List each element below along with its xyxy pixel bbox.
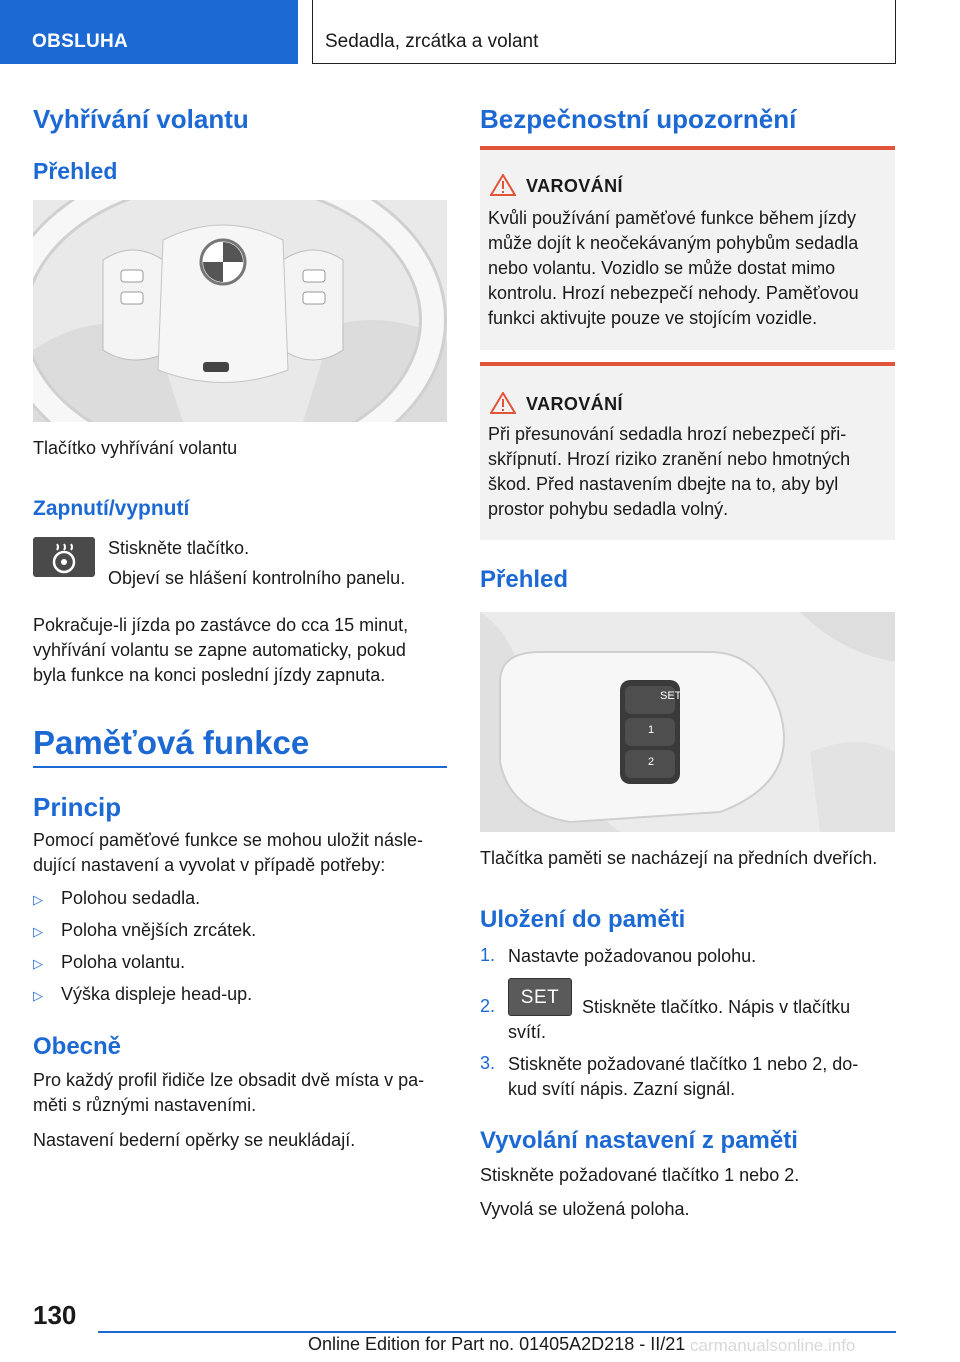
door-button-set-label: SET (660, 690, 682, 702)
heading-safety: Bezpečnostní upozornění (480, 104, 797, 134)
watermark: carmanualsonline.info (690, 1336, 856, 1355)
footer-edition: Online Edition for Part no. 01405A2D218 - II/21 (308, 1334, 686, 1354)
general-line-1: Pro každý profil řidiče lze obsadit dvě místa v pa- (33, 1070, 425, 1090)
recall-line-2: Vyvolá se uložená poloha. (480, 1199, 690, 1219)
steering-wheel-illustration (33, 200, 447, 422)
warning-title-2: VAROVÁNÍ (526, 394, 623, 414)
step-3-text-a: Stiskněte požadované tlačítko 1 nebo 2, do- (508, 1054, 859, 1074)
section-label: OBSLUHA (32, 31, 129, 52)
triangle-bullet-icon: ▷ (33, 892, 43, 907)
principle-line-2: dující nastavení a vyvolat v případě potřeby: (33, 855, 386, 875)
heading-overview-right: Přehled (480, 566, 569, 593)
general-line-3: Nastavení bederní opěrky se neukládají. (33, 1130, 356, 1150)
set-button-label: SET (520, 987, 560, 1008)
warning-triangle-icon (490, 174, 516, 196)
section-tab (0, 0, 298, 64)
onoff-text-1: Stiskněte tlačítko. (108, 538, 250, 558)
chapter-header (312, 0, 896, 64)
triangle-bullet-icon: ▷ (33, 988, 43, 1003)
step-number-1: 1. (480, 945, 496, 965)
warning-text-2: Při přesunování sedadla hrozí nebezpečí při- skřípnutí. Hrozí riziko zranění nebo hmotných škod. Před nastavením dbejte na to, aby byl prostor pohybu sedadla volný. (488, 424, 851, 519)
chapter-title: Sedadla, zrcátka a volant (325, 31, 539, 52)
heading-steering-heating: Vyhřívání volantu (33, 104, 249, 134)
caption-door: Tlačítka paměti se nacházejí na předních dveřích. (480, 848, 878, 868)
step-2-text-a: Stiskněte tlačítko. Nápis v tlačítku (582, 997, 851, 1017)
step-3-text-b: kud svítí nápis. Zazní signál. (508, 1079, 736, 1099)
caption-wheel: Tlačítko vyhřívání volantu (33, 438, 238, 458)
triangle-bullet-icon: ▷ (33, 924, 43, 939)
section-divider (33, 766, 447, 768)
onoff-text-2: Objeví se hlášení kontrolního panelu. (108, 568, 406, 588)
continue-line-1: Pokračuje-li jízda po zastávce do cca 15 minut, (33, 615, 409, 635)
set-button-symbol (508, 978, 572, 1016)
step-2-text-b: svítí. (508, 1022, 547, 1042)
heading-memory-function: Paměťová funkce (33, 724, 310, 761)
general-line-2: měti s různými nastaveními. (33, 1095, 257, 1115)
recall-line-1: Stiskněte požadované tlačítko 1 nebo 2. (480, 1165, 800, 1185)
continue-line-2: vyhřívání volantu se zapne automaticky, pokud (33, 640, 406, 660)
step-number-2: 2. (480, 996, 496, 1016)
continue-line-3: byla funkce na konci poslední jízdy zapnuta. (33, 665, 386, 685)
warning-box-2 (480, 362, 895, 540)
door-button-2-label: 2 (648, 756, 655, 768)
warning-triangle-icon (490, 392, 516, 414)
heading-on-off: Zapnutí/vypnutí (33, 497, 190, 520)
footer-divider (98, 1331, 896, 1333)
steering-wheel-photo (33, 200, 447, 422)
triangle-bullet-icon: ▷ (33, 956, 43, 971)
heading-save-memory: Uložení do paměti (480, 906, 686, 933)
warning-title-1: VAROVÁNÍ (526, 176, 623, 196)
step-1-text: Nastavte požadovanou polohu. (508, 946, 757, 966)
heading-recall-memory: Vyvolání nastavení z paměti (480, 1127, 798, 1154)
step-number-3: 3. (480, 1053, 496, 1073)
principle-line-1: Pomocí paměťové funkce se mohou uložit násle- (33, 830, 423, 850)
door-memory-illustration (480, 612, 895, 832)
steering-heating-icon (33, 537, 95, 577)
warning-text-1: Kvůli používání paměťové funkce během jízdy může dojít k neočekávaným pohybům sedadla nebo volantu. Vozidlo se může dostat mimo kontrolu. Hrozí nebezpečí nehody. Paměťovou funkci aktivujte pouze ve stojícím vozidle. (488, 208, 859, 328)
heading-overview: Přehled (33, 158, 118, 184)
heating-button-symbol (33, 537, 95, 577)
heading-general: Obecně (33, 1033, 122, 1060)
heading-principle: Princip (33, 792, 122, 822)
door-button-1-label: 1 (648, 724, 655, 736)
page-number: 130 (33, 1300, 77, 1330)
door-memory-photo (480, 612, 895, 832)
warning-box-1 (480, 146, 895, 350)
